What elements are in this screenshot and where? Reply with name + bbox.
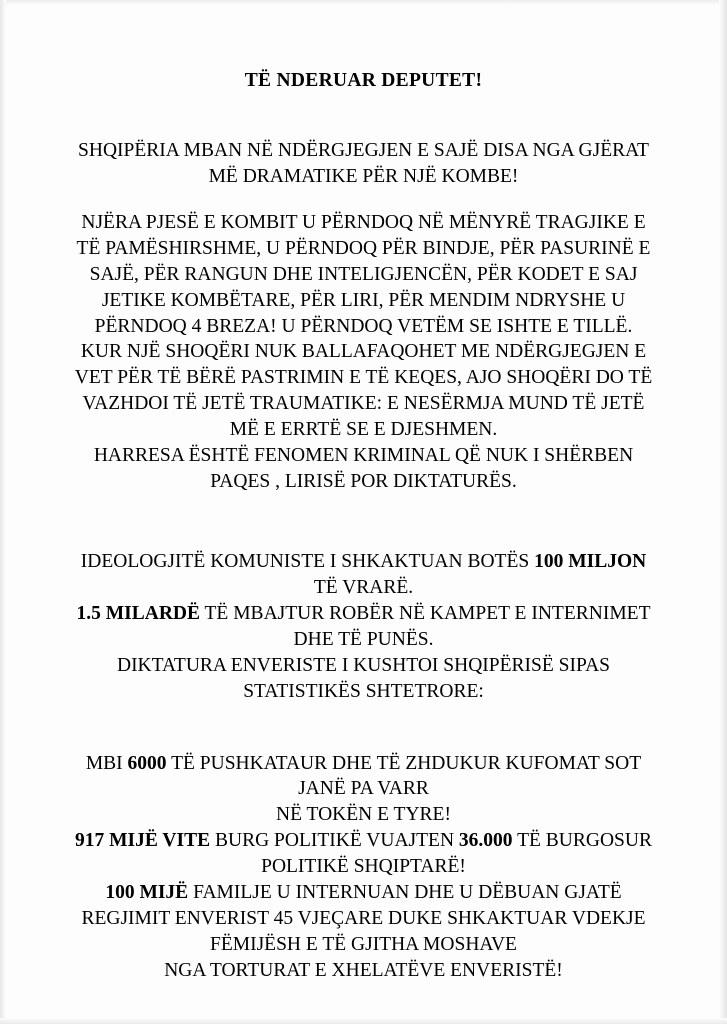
figures-line-4 [44, 828, 683, 854]
paragraph-2-line-2: TË PAMËSHIRSHME, U PËRNDOQ PËR BINDJE, PËR PASURINË E [76, 237, 651, 259]
statistics-line-6: STATISTIKËS SHTETRORE: [243, 680, 484, 702]
paragraph-2-line-8: VAZHDOI TË JETË TRAUMATIKE: E NESËRMJA MUND TË JETË [82, 393, 645, 415]
statistics-line-3 [44, 601, 683, 627]
figures-line-1-figure: 6000 [127, 752, 167, 774]
figures-line-8: FËMIJËSH E TË GJITHA MOSHAVE [210, 933, 517, 955]
figures-line-3: NË TOKËN E TYRE! [276, 804, 451, 826]
page-edge-bottom [0, 1018, 727, 1024]
statistics-line-4: DHE TË PUNËS. [293, 628, 434, 650]
figures-line-4-figure-1: 917 MIJË VITE [75, 830, 211, 852]
statistics-block [44, 549, 683, 705]
paragraph-2 [44, 210, 683, 495]
figures-line-2: JANË PA VARR [298, 778, 429, 800]
paragraph-1-line-1: SHQIPËRIA MBAN NË NDËRGJEGJEN E SAJË DISA NGA GJËRAT [78, 140, 649, 161]
paragraph-2-line-4: JETIKE KOMBËTARE, PËR LIRI, PËR MENDIM NDRYSHE U [101, 289, 626, 311]
statistics-line-3-figure: 1.5 MILARDË [76, 602, 200, 624]
statistics-line-5: DIKTATURA ENVERISTE I KUSHTOI SHQIPËRISË SIPAS [116, 654, 611, 676]
paragraph-2-line-11: PAQES , LIRISË POR DIKTATURËS. [210, 471, 517, 493]
figures-line-4-mid: BURG POLITIKË VUAJTEN [210, 830, 459, 852]
figures-line-5: POLITIKË SHQIPTARË! [261, 856, 466, 878]
page-title: TË NDERUAR DEPUTET! [244, 70, 483, 91]
figures-line-6-figure: 100 MIJË [105, 882, 189, 904]
spacer-1 [44, 515, 683, 549]
statistics-line-1-figure: 100 MILJON [534, 550, 647, 572]
figures-block [44, 751, 683, 984]
spacer-2 [44, 725, 683, 751]
figures-line-1-prefix: MBI [85, 752, 128, 774]
figures-line-4-figure-2: 36.000 [458, 830, 513, 852]
paragraph-2-line-5: PËRNDOQ 4 BREZA! U PËRNDOQ VETËM SE ISHTE E TILLË. [94, 315, 633, 337]
paragraph-1-line-2: MË DRAMATIKE PËR NJË KOMBE! [208, 165, 519, 187]
statistics-line-3-rest: TË MBAJTUR ROBËR NË KAMPET E INTERNIMET [200, 602, 651, 624]
statistics-line-2: TË VRARË. [313, 576, 414, 598]
figures-line-6-rest: FAMILJE U INTERNUAN DHE U DËBUAN GJATË [188, 882, 622, 904]
statistics-line-1-prefix: IDEOLOGJITË KOMUNISTE I SHKAKTUAN BOTËS [80, 550, 535, 572]
figures-line-1 [44, 751, 683, 777]
statistics-line-1 [44, 549, 683, 575]
paragraph-1 [44, 138, 683, 190]
figures-line-9: NGA TORTURAT E XHELATËVE ENVERISTË! [164, 959, 563, 981]
paragraph-2-line-9: MË E ERRTË SE E DJESHMEN. [229, 419, 498, 441]
paragraph-2-line-7: VET PËR TË BËRË PASTRIMIN E TË KEQES, AJO SHOQËRI DO TË [74, 367, 653, 389]
paragraph-2-line-1: NJËRA PJESË E KOMBIT U PËRNDOQ NË MËNYRË TRAGJIKE E [81, 211, 646, 233]
figures-line-1-rest: TË PUSHKATAUR DHE TË ZHDUKUR KUFOMAT SOT [166, 752, 642, 774]
paragraph-2-line-3: SAJË, PËR RANGUN DHE INTELIGJENCËN, PËR KODET E SAJ [89, 263, 638, 285]
figures-line-4-rest: TË BURGOSUR [512, 830, 652, 852]
figures-line-6 [44, 880, 683, 906]
paragraph-2-line-10: HARRESA ËSHTË FENOMEN KRIMINAL QË NUK I SHËRBEN [93, 445, 634, 467]
figures-line-7: REGJIMIT ENVERIST 45 VJEÇARE DUKE SHKAKTUAR VDEKJE [81, 908, 646, 930]
paragraph-2-line-6: KUR NJË SHOQËRI NUK BALLAFAQOHET ME NDËRGJEGJEN E [80, 341, 647, 363]
